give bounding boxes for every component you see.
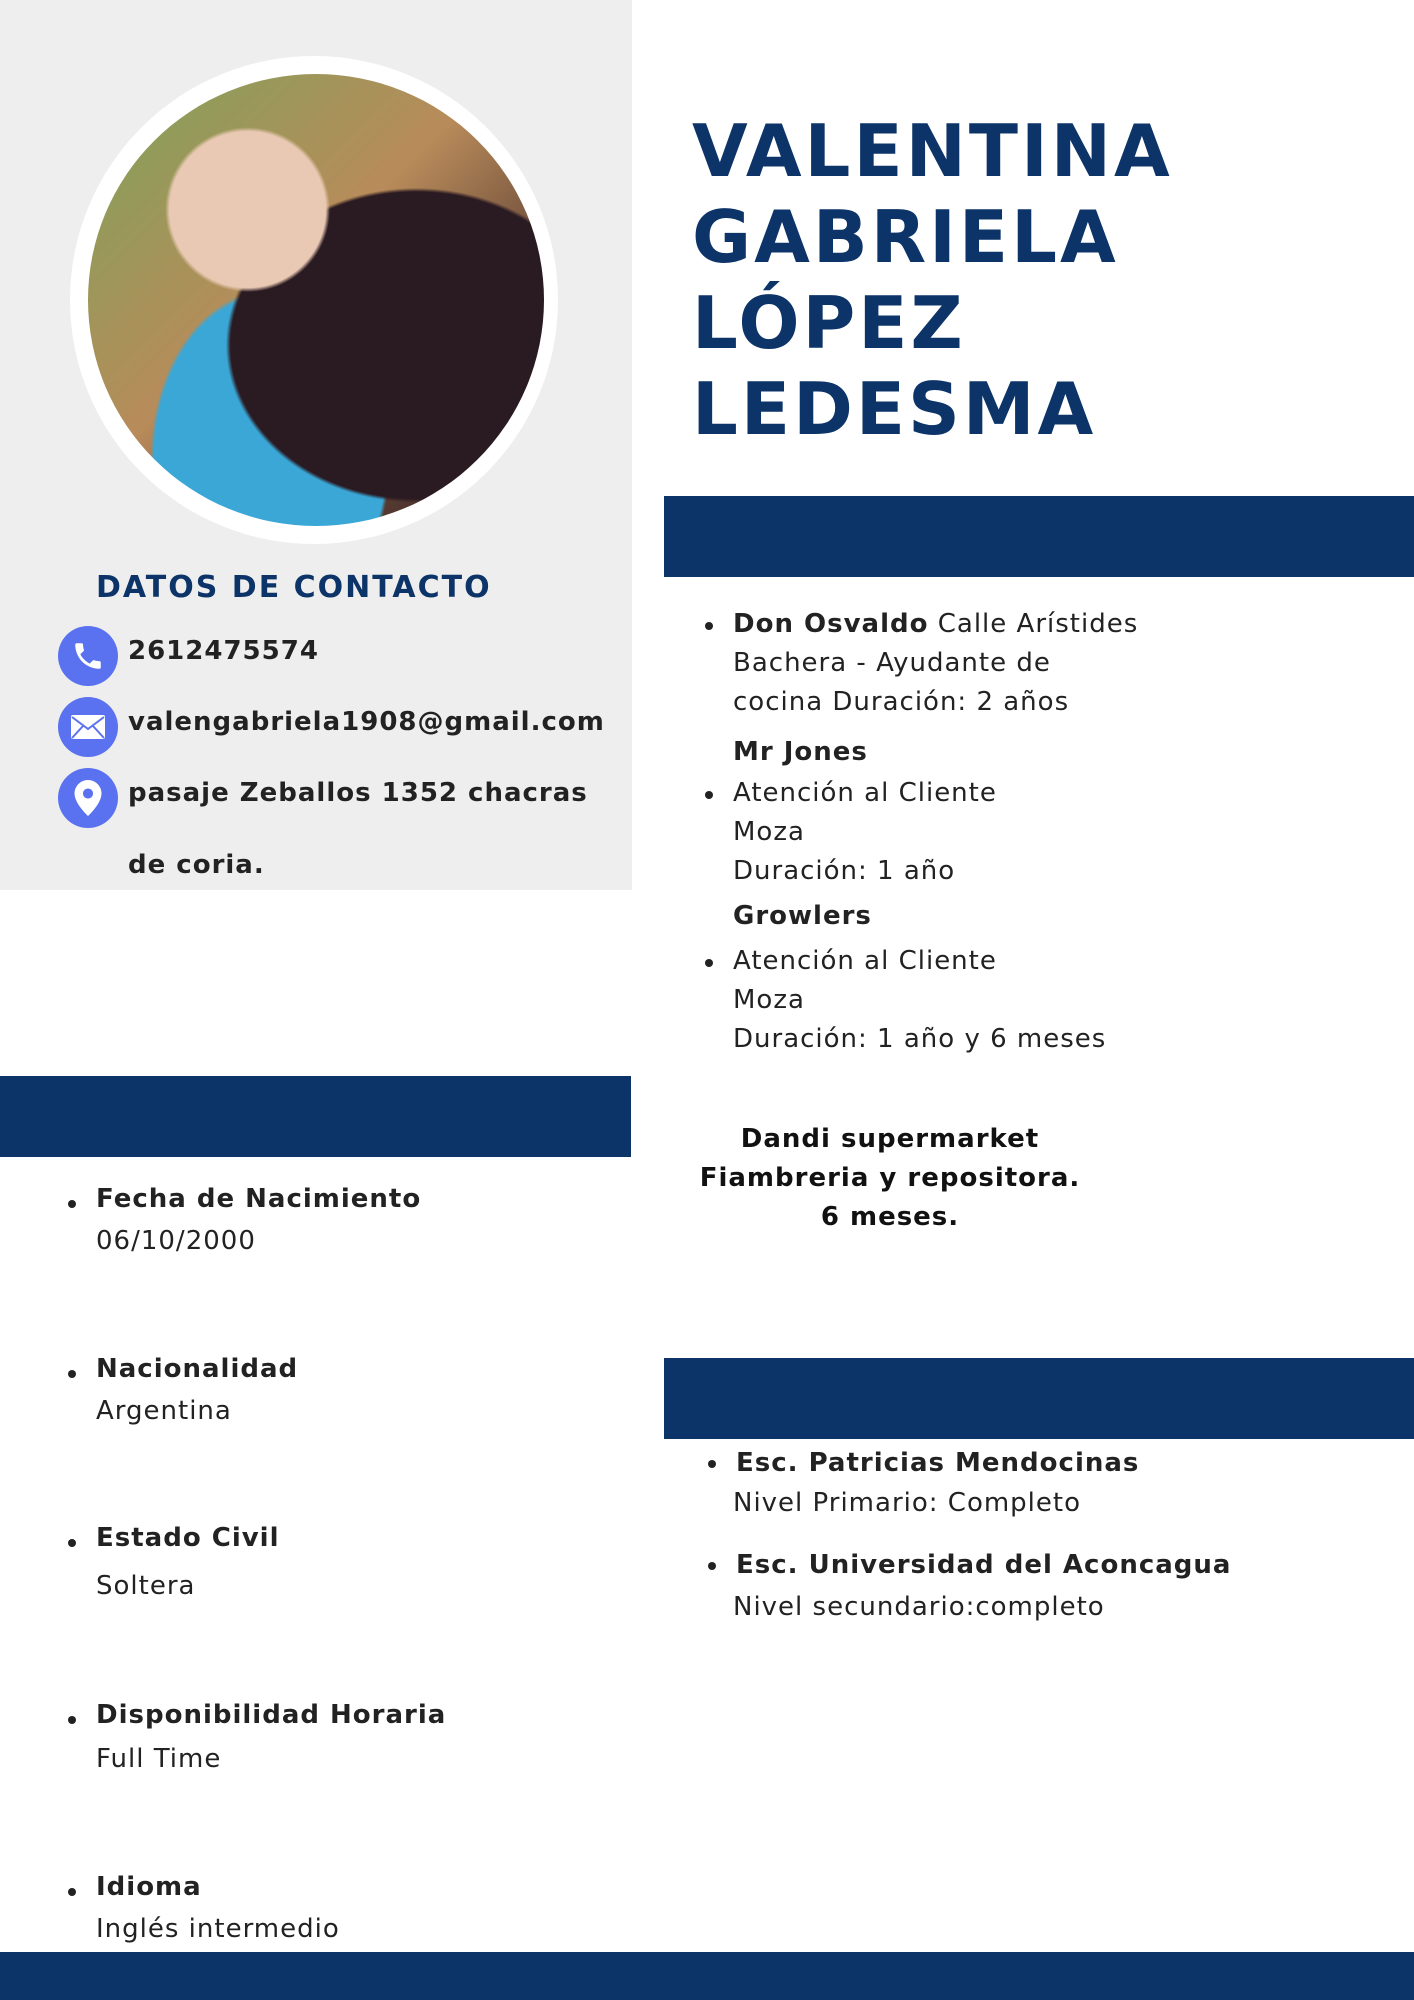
contact-email: valengabriela1908@gmail.com [128,707,605,737]
profile-photo [88,74,544,526]
job-2-company: Mr Jones [733,737,868,767]
education-school: Esc. Universidad del Aconcagua [736,1550,1232,1580]
job-2-line-1: Atención al Cliente [733,774,997,813]
list-item [96,1700,446,1774]
personal-value: Argentina [96,1396,232,1426]
job-2-line-2: Moza [733,817,805,847]
personal-value: Full Time [96,1744,222,1774]
job-3-line-2: Moza [733,985,805,1015]
job-3-line-3: Duración: 1 año y 6 meses [733,1024,1107,1054]
location-pin-icon [58,768,118,828]
name-line-1: VALENTINA [692,109,1173,193]
job-1-line-2: Bachera - Ayudante de [733,648,1051,678]
name-line-2: GABRIELA LÓPEZ [692,195,1119,365]
contact-phone: 2612475574 [128,636,319,666]
list-item [96,1523,446,1601]
personal-label: Idioma [96,1872,202,1902]
job-3-company: Growlers [733,901,872,931]
full-name [692,108,1392,452]
job-4-line-3: 6 meses. [820,1202,960,1232]
personal-label: Fecha de Nacimiento [96,1184,422,1214]
education-level: Nivel Primario: Completo [733,1488,1081,1518]
list-item [96,1354,446,1426]
personal-value: Inglés intermedio [96,1914,340,1944]
job-1-company: Don Osvaldo [733,609,929,639]
personal-value: Soltera [96,1571,196,1601]
education-school: Esc. Patricias Mendocinas [736,1448,1140,1478]
phone-icon [58,626,118,686]
name-line-3: LEDESMA [692,367,1097,451]
job-4-line-1: Dandi supermarket [740,1124,1040,1154]
job-1-line-1-rest: Calle Arístides [928,609,1139,639]
list-item [96,1184,446,1256]
personal-value: 06/10/2000 [96,1226,256,1256]
personal-header-bar [0,1076,631,1157]
personal-label: Nacionalidad [96,1354,299,1384]
job-4-line-2: Fiambreria y repositora. [699,1163,1081,1193]
personal-label: Disponibilidad Horaria [96,1700,447,1730]
experience-job-2 [733,774,997,891]
personal-info-list [96,1184,447,1944]
job-1-line-3: cocina Duración: 2 años [733,687,1070,717]
experience-job-4 [690,1120,1090,1237]
contact-title: DATOS DE CONTACTO [96,570,492,605]
job-3-line-1: Atención al Cliente [733,942,1106,981]
mail-icon [58,697,118,757]
job-2-line-3: Duración: 1 año [733,856,956,886]
list-item [96,1872,446,1944]
contact-address-line-1: pasaje Zeballos 1352 chacras [128,778,588,808]
education-item-2 [733,1548,1232,1622]
footer-bar [0,1952,1414,2000]
experience-job-3 [733,942,1106,1059]
education-item-1 [733,1446,1140,1518]
contact-address-line-2: de coria. [128,850,265,880]
experience-job-1 [733,605,1138,722]
education-level: Nivel secundario:completo [733,1592,1105,1622]
experience-header-bar [664,496,1414,577]
job-1-line-1 [733,605,1138,644]
personal-label: Estado Civil [96,1523,280,1553]
education-header-bar [664,1358,1414,1439]
